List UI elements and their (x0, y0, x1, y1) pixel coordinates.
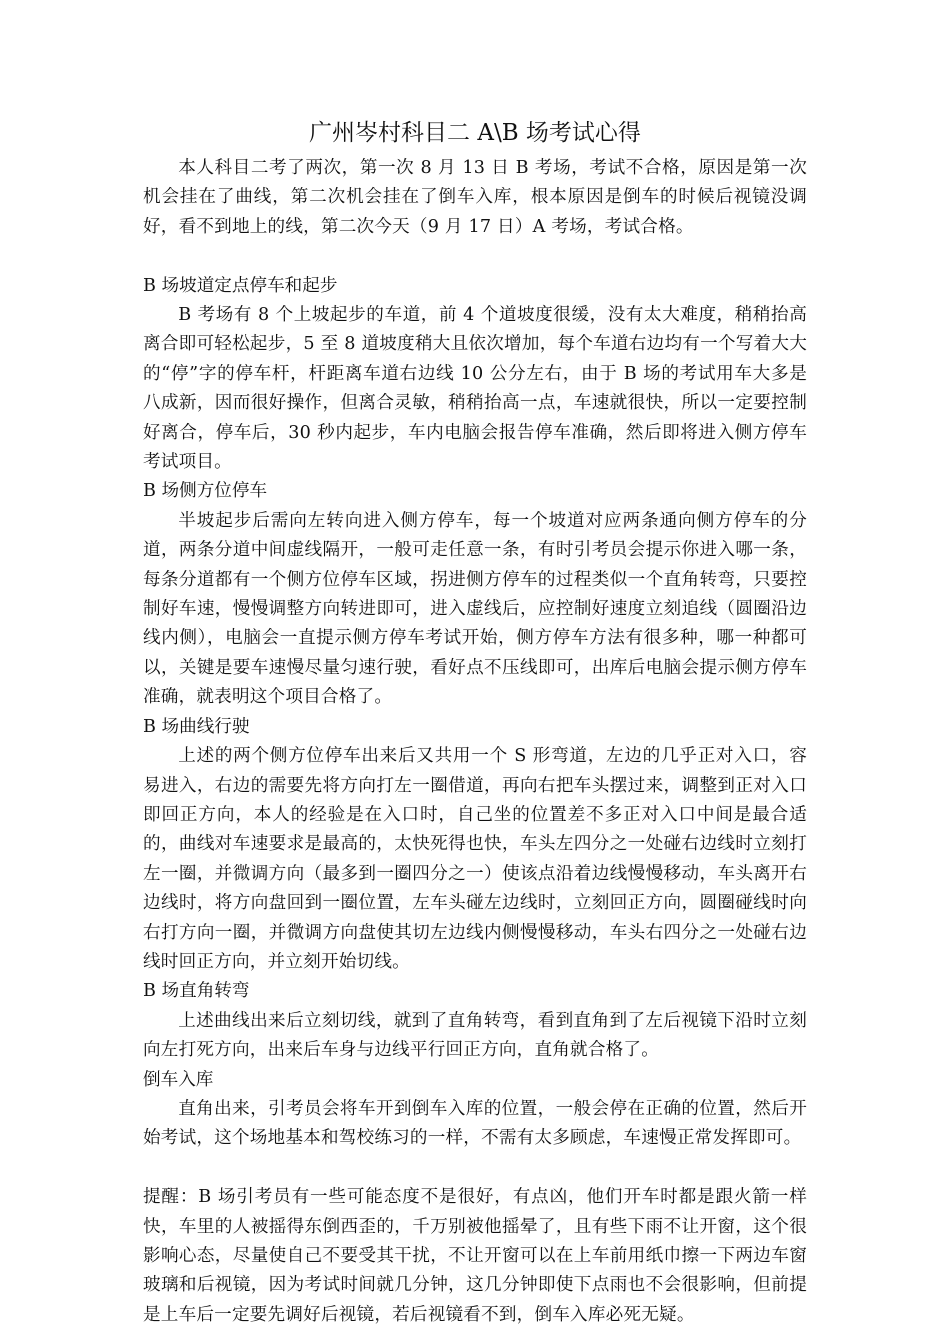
section-heading: B 场坡道定点停车和起步 (143, 275, 338, 296)
spacer (143, 242, 807, 271)
document-title: 广州岑村科目二 A\B 场考试心得 (309, 120, 641, 146)
section-curve-driving (143, 713, 807, 978)
section-side-parking (143, 477, 807, 712)
reminder-paragraph: 提醒：B 场引考员有一些可能态度不是很好，有点凶，他们开车时都是跟火箭一样快，车里的人被摇得东倒西歪的，千万别被他摇晕了，且有些下雨不让开窗，这个很影响心态，尽量使自己不要受其干扰，不让开窗可以在上车前用纸巾擦一下两边车窗玻璃和后视镜，因为考试时间就几分钟，这几分钟即使下点雨也不会很影响，但前提是上车后一定要先调好后视镜，若后视镜看不到，倒车入库必死无疑。 (143, 1187, 807, 1325)
intro-paragraph: 本人科目二考了两次，第一次 8 月 13 日 B 考场，考试不合格，原因是第一次机会挂在了曲线，第二次机会挂在了倒车入库，根本原因是倒车的时候后视镜没调好，看不到地上的线，第二次今天（9 月 17 日）A 考场，考试合格。 (143, 158, 807, 237)
section-slope-start (143, 272, 807, 478)
section-body: 上述曲线出来后立刻切线，就到了直角转弯，看到直角到了左后视镜下沿时立刻向左打死方向，出来后车身与边线平行回正方向，直角就合格了。 (143, 1010, 807, 1061)
section-heading: B 场直角转弯 (143, 981, 250, 1002)
section-reverse-parking (143, 1066, 807, 1154)
spacer (143, 1154, 807, 1183)
section-body: B 考场有 8 个上坡起步的车道，前 4 个道坡度很缓，没有太大难度，稍稍抬高离合即可轻松起步，5 至 8 道坡度稍大且依次增加，每个车道右边均有一个写着大大的“停”字的停车杆，杆距离车道右边线 10 公分左右，由于 B 场的考试用车大多是八成新，因而很好操作，但离合灵敏，稍稍抬高一点，车速就很快，所以一定要控制好离合，停车后，30 秒内起步，车内电脑会报告停车准确，然后即将进入侧方停车考试项目。 (143, 305, 807, 473)
section-heading: 倒车入库 (143, 1069, 214, 1090)
section-body: 半坡起步后需向左转向进入侧方停车，每一个坡道对应两条通向侧方停车的分道，两条分道中间虚线隔开，一般可走任意一条，有时引考员会提示你进入哪一条，每条分道都有一个侧方位停车区域，拐进侧方停车的过程类似一个直角转弯，只要控制好车速，慢慢调整方向转进即可，进入虚线后，应控制好速度立刻追线（圆圈沿边线内侧），电脑会一直提示侧方停车考试开始，侧方停车方法有很多种，哪一种都可以，关键是要车速慢尽量匀速行驶，看好点不压线即可，出库后电脑会提示侧方停车准确，就表明这个项目合格了。 (143, 510, 807, 708)
section-body: 直角出来，引考员会将车开到倒车入库的位置，一般会停在正确的位置，然后开始考试，这个场地基本和驾校练习的一样，不需有太多顾虑，车速慢正常发挥即可。 (143, 1098, 807, 1149)
section-body: 上述的两个侧方位停车出来后又共用一个 S 形弯道，左边的几乎正对入口，容易进入，右边的需要先将方向打左一圈借道，再向右把车头摆过来，调整到正对入口即回正方向，本人的经验是在入口时，自己坐的位置差不多正对入口中间是最合适的，曲线对车速要求是最高的，太快死得也快，车头左四分之一处碰右边线时立刻打左一圈，并微调方向（最多到一圈四分之一）使该点沿着边线慢慢移动，车头离开右边线时，将方向盘回到一圈位置，左车头碰左边线时，立刻回正方向，圆圈碰线时向右打方向一圈，并微调方向盘使其切左边线内侧慢慢移动，车头右四分之一处碰右边线时回正方向，并立刻开始切线。 (143, 746, 807, 972)
section-heading: B 场侧方位停车 (143, 481, 268, 502)
section-right-angle-turn (143, 977, 807, 1065)
section-heading: B 场曲线行驶 (143, 716, 250, 737)
